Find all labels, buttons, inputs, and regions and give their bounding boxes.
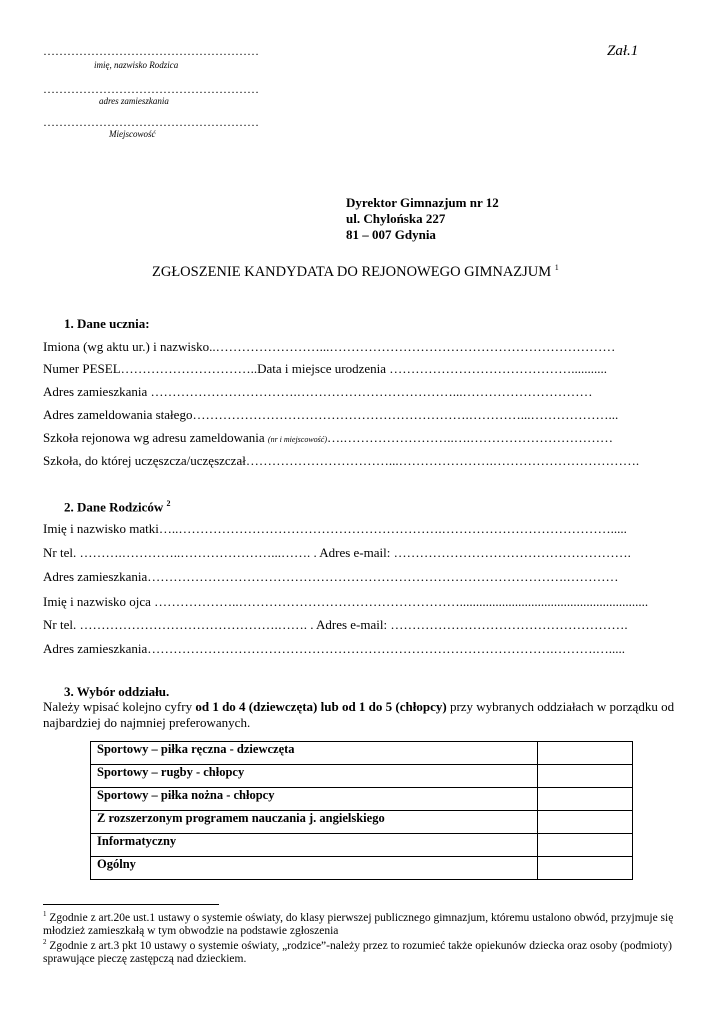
district-school-note: (nr i miejscowość) — [267, 435, 328, 444]
district-school-label: Szkoła rejonowa wg adresu zameldowania — [43, 430, 265, 445]
parent-name-caption: imię, nazwisko Rodzica — [94, 60, 179, 70]
student-name-line[interactable]: Imiona (wg aktu ur.) i nazwisko..……………………...………………………………………………………… — [43, 339, 616, 354]
district-school-line[interactable] — [43, 430, 613, 446]
option-label: Z rozszerzonym programem nauczania j. angielskiego — [91, 811, 538, 834]
document-title-text: ZGŁOSZENIE KANDYDATA DO REJONOWEGO GIMNAZJUM — [152, 263, 552, 280]
section-3-heading: 3. Wybór oddziału. — [64, 684, 170, 699]
parent-name-field[interactable]: ……………………………………………… — [43, 44, 259, 58]
table-row — [91, 742, 633, 765]
father-address-line[interactable]: Adres zamieszkania………………………………………………………………………………….……….…..... — [43, 641, 626, 656]
footnote-ref-1: 1 — [554, 263, 559, 272]
class-choice-table — [90, 741, 633, 880]
city-field[interactable]: ……………………………………………… — [43, 115, 259, 129]
option-label: Sportowy – rugby - chłopcy — [91, 765, 538, 788]
section-2-heading-text: 2. Dane Rodziców — [64, 499, 164, 515]
registered-address-line[interactable]: Adres zameldowania stałego……………………………………………………….…………...………………... — [43, 407, 619, 422]
pesel-birth-line[interactable]: Numer PESEL…………………………..Data i miejsce urodzenia ……………………………………........... — [43, 361, 607, 376]
instruction-text-1: Należy wpisać kolejno cyfry — [43, 699, 196, 714]
footnote-2 — [43, 936, 683, 966]
footnote-ref-2: 2 — [166, 499, 171, 508]
option-label: Sportowy – piłka nożna - chłopcy — [91, 788, 538, 811]
district-school-dots: ….……………………..….…………………………… — [327, 430, 614, 445]
footnote-1-number: 1 — [43, 910, 47, 918]
footnote-2-number: 2 — [43, 938, 47, 946]
section-2-heading — [64, 499, 171, 515]
instruction-bold: od 1 do 4 (dziewczęta) lub od 1 do 5 (chłopcy) — [195, 699, 447, 714]
student-address-line[interactable]: Adres zamieszkania …………………………….………………………………...………………………… — [43, 384, 593, 399]
addressee-line-3: 81 – 007 Gdynia — [346, 227, 436, 242]
city-caption: Miejscowość — [109, 129, 156, 139]
option-label: Informatyczny — [91, 834, 538, 857]
section-3-instruction — [43, 699, 691, 731]
document-title — [152, 263, 559, 281]
father-name-line[interactable]: Imię i nazwisko ojca ………………..…………………………………………….......................................................... — [43, 594, 649, 609]
table-row — [91, 857, 633, 880]
option-rank-box[interactable] — [538, 811, 633, 834]
mother-phone-email-line[interactable]: Nr tel. ……….…………..…………………...……. . Adres e-mail: ………………………………………………. — [43, 545, 631, 560]
footnote-1 — [43, 908, 683, 938]
father-phone-email-line[interactable]: Nr tel. ……………………………………….……. . Adres e-mail: ………………………………………………. — [43, 617, 628, 632]
attachment-label: Zał.1 — [607, 43, 639, 59]
addressee-line-1: Dyrektor Gimnazjum nr 12 — [346, 195, 499, 210]
table-row — [91, 765, 633, 788]
option-rank-box[interactable] — [538, 857, 633, 880]
instruction-text-2: przy wybranych oddziałach w porządku od najbardziej do najmniej preferowanych. — [43, 699, 675, 730]
option-rank-box[interactable] — [538, 788, 633, 811]
parent-address-caption: adres zamieszkania — [99, 96, 169, 106]
table-row — [91, 834, 633, 857]
mother-address-line[interactable]: Adres zamieszkania…………………………………………………………………………………….………… — [43, 569, 619, 584]
section-1-heading: 1. Dane ucznia: — [64, 316, 150, 331]
footnote-2-text: Zgodnie z art.3 pkt 10 ustawy o systemie oświaty, „rodzice”-należy przez to rozumieć także opiekunów dziecka oraz osoby (podmioty) sprawujące pieczę zastępczą nad dzieckiem. — [43, 939, 672, 965]
attended-school-line[interactable]: Szkoła, do której uczęszcza/uczęszczał……………………………...………………….……………………………. — [43, 453, 640, 468]
option-rank-box[interactable] — [538, 765, 633, 788]
footnote-divider — [43, 904, 219, 905]
option-label: Ogólny — [91, 857, 538, 880]
option-rank-box[interactable] — [538, 742, 633, 765]
option-rank-box[interactable] — [538, 834, 633, 857]
table-row — [91, 811, 633, 834]
footnote-1-text: Zgodnie z art.20e ust.1 ustawy o systemie oświaty, do klasy pierwszej publicznego gimnazjum, któremu ustalono obwód, przyjmuje się młodzież zamieszkałą w tym obwodzie na podstawie zgłoszenia — [43, 911, 674, 937]
table-row — [91, 788, 633, 811]
option-label: Sportowy – piłka ręczna - dziewczęta — [91, 742, 538, 765]
addressee-line-2: ul. Chylońska 227 — [346, 211, 446, 226]
parent-address-field[interactable]: ……………………………………………… — [43, 82, 259, 96]
mother-name-line[interactable]: Imię i nazwisko matki…..…………………………………………………….…………………………………..... — [43, 521, 627, 536]
